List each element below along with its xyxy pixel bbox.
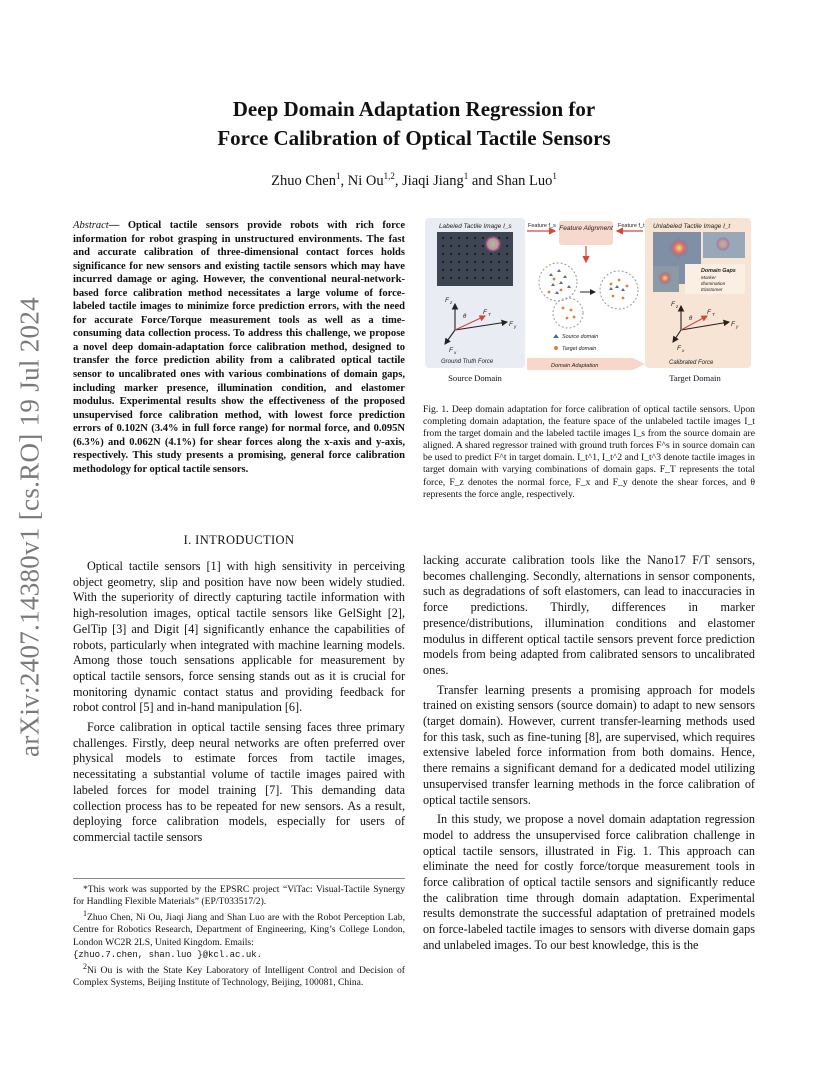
author-list [150, 171, 678, 190]
footnote-affiliation-1: $^1$Zhuo Chen, Ni Ou, Jiaqi Jiang and Shan Luo are with the Robot Perception Lab, Centre for Robotics Research, Department of Engineering, King’s College London, London WC2R 2LS, United Kingdom. Emails: {zhuo.7.chen, shan.luo }@kcl.ac.uk. [73, 909, 405, 960]
svg-text:F: F [449, 347, 453, 354]
svg-text:F: F [731, 321, 735, 328]
svg-text:F: F [509, 321, 513, 328]
svg-text:z: z [450, 300, 453, 305]
footnote-emails[interactable]: {zhuo.7.chen, shan.luo }@kcl.ac.uk. [73, 949, 263, 960]
author: Shan Luo$^1$ [496, 171, 557, 189]
title-line-1: Deep Domain Adaptation Regression for [232, 97, 596, 121]
svg-text:F: F [483, 309, 487, 316]
author: Jiaqi Jiang$^1$ and [402, 171, 497, 189]
author: Zhuo Chen$^1$, [271, 171, 348, 189]
svg-text:θ: θ [463, 314, 467, 320]
label-feature-alignment: Feature Alignment [559, 225, 613, 232]
svg-text:θ: θ [689, 316, 693, 322]
figure-1-diagram [423, 218, 755, 388]
svg-text:y: y [736, 324, 739, 329]
footnotes [73, 878, 405, 989]
column-right [423, 553, 755, 954]
paragraph: Optical tactile sensors [1] with high sensitivity in perceiving object geometry, slip and position have now been widely studied. With the superiority of directly capturing tactile information with high-resolution images, optical tactile sensors like GelSight [2], GelTip [3] and Digit [4] significantly enhance the capabilities of robots, particularly when integrated with machine learning models. Among those touch sensations applicable for measurement by optical tactile sensors, force sensing stands out as it is crucial for monitoring dynamic contact status and providing feedback for robot control [5] and in-hand manipulation [6]. [73, 559, 405, 715]
svg-text:T: T [488, 312, 491, 317]
label-feature-s: Feature f_s [528, 223, 556, 229]
paragraph: lacking accurate calibration tools like the Nano17 F/T sensors, becomes challenging. Secondly, alternations in sensor components, such as degradations of soft elastomers, can lead to inaccuracies in force predictions. Thirdly, differences in marker presence/distributions, illumination conditions and elastomer modulus in different optical tactile sensors prevent force prediction models from being adapted from calibrated sensors to uncalibrated ones. [423, 553, 755, 677]
svg-text:F: F [707, 309, 711, 316]
footnote-funding: *This work was supported by the EPSRC project “ViTac: Visual-Tactile Synergy for Handling Flexible Materials” (EP/T033517/2). [73, 884, 405, 908]
figure-1-caption: Fig. 1. Deep domain adaptation for force calibration of optical tactile sensors. Upon completing domain adaptation, the feature space of the unlabeled tactile images I_t from the target domain and the labeled tactile images I_s from the source domain are aligned. A shared regressor trained with ground truth forces F^s in source domain can be used to predict F^t in target domain. I_t^1, I_t^2 and I_t^3 denote tactile images in target domain with varying combinations of domain gaps. F_T represents the total force, F_z denotes the normal force, F_x and F_y denote the shear forces, and θ represents the force angle, respectively. [423, 404, 755, 500]
abstract [73, 219, 405, 476]
svg-text:z: z [676, 304, 679, 309]
aligned-feature-cluster [600, 271, 638, 309]
footnote-affiliation-2: $^2$Ni Ou is with the State Key Laboratory of Intelligent Control and Decision of Complex Systems, Beijing Institute of Technology, Beijing, 100081, China. [73, 961, 405, 989]
label-unlabeled-image: Unlabeled Tactile Image I_t [653, 223, 731, 230]
label-ground-truth-force: Ground Truth Force [441, 359, 494, 365]
label-labeled-image: Labeled Tactile Image I_s [439, 223, 512, 230]
label-domain-adaptation: Domain Adaptation [551, 363, 599, 369]
svg-text:F: F [445, 297, 449, 304]
domain-gap-item: Elastomer [701, 288, 723, 293]
legend-target: Target domain [562, 346, 597, 352]
domain-gap-item: Marker [701, 276, 716, 281]
section-heading-introduction: I. INTRODUCTION [183, 533, 295, 547]
svg-text:x: x [682, 348, 685, 353]
abstract-label: Abstract [73, 220, 109, 231]
target-feature-cluster [553, 298, 583, 328]
paragraph: Transfer learning presents a promising approach for models trained on existing sensors (source domain) to adapt to new sensors (target domain). However, current transfer-learning methods used for this task, such as fine-tuning [8], are supervised, which requires extensive labeled force information from both domains. Hence, there remains a significant demand for a dedicated model utilizing unsupervised transfer learning methods in the force calibration of optical tactile sensors. [423, 682, 755, 807]
label-calibrated-force: Calibrated Force [669, 360, 714, 366]
legend-source: Source domain [562, 334, 599, 340]
svg-text:x: x [454, 350, 457, 355]
label-source-domain: Source Domain [448, 373, 502, 383]
column-left [73, 559, 405, 846]
paper-title [150, 95, 678, 153]
source-feature-cluster [539, 263, 577, 301]
figure-1 [423, 218, 755, 388]
author: Ni Ou$^{1,2}$, [347, 171, 403, 189]
domain-gap-item: Illumination [701, 282, 726, 287]
paragraph: Force calibration in optical tactile sensing faces three primary challenges. Firstly, deep neural networks are often preferred over physical models to estimate forces from tactile images, necessitating a substantial volume of tactile images paired with labeled forces for model training [7]. This demanding data collection process has to be repeated for new sensors. As a result, deploying force calibration models, especially for users of commercial tactile sensors [73, 720, 405, 844]
arxiv-stamp: arXiv:2407.14380v1 [cs.RO] 19 Jul 2024 [14, 297, 45, 757]
svg-text:T: T [712, 312, 715, 317]
paragraph: In this study, we propose a novel domain adaptation regression model to address the unsupervised force calibration challenge in optical tactile sensors, illustrated in Fig. 1. This approach can eliminate the need for costly force/torque measurement tools in force calibration of optical tactile sensors and significantly reduce the calibration time through domain adaptation. Experimental results demonstrate the successful adaptation of pretrained models on force-labeled tactile images to sensors with diverse domain gaps and unlabeled images. To our best knowledge, this is the [423, 812, 755, 952]
title-line-2: Force Calibration of Optical Tactile Sensors [217, 126, 611, 150]
svg-text:F: F [671, 301, 675, 308]
label-target-domain: Target Domain [669, 373, 721, 383]
abstract-text: — Optical tactile sensors provide robots with rich force information for robot grasping in unstructured environments. The fast and accurate calibration of three-dimensional contact forces holds significance for new sensors and existing tactile sensors which may have incurred damage or aging. However, the conventional neural-network-based force calibration method necessitates a large volume of force-labeled tactile images to minimize force prediction errors, with the need for accurate Force/Torque measurement tools as well as a time-consuming data collection process. To address this challenge, we propose a novel deep domain-adaptation force calibration method, designed to transfer the force prediction ability from a calibrated optical tactile sensor to uncalibrated ones with various combinations of domain gaps, including marker presence, illumination condition, and elastomer modulus. Experimental results show the effectiveness of the proposed unsupervised force calibration method, with lowest force prediction errors of 0.102N (3.4% in full force range) for normal force, and 0.095N (6.3%) and 0.062N (4.1%) for shear forces along the x-axis and y-axis, respectively. This study presents a promising, general force calibration methodology for optical tactile sensors. [73, 220, 405, 475]
svg-text:F: F [677, 345, 681, 352]
label-domain-gaps: Domain Gaps [701, 268, 736, 274]
svg-text:y: y [514, 324, 517, 329]
label-feature-t: Feature f_t [618, 223, 645, 229]
